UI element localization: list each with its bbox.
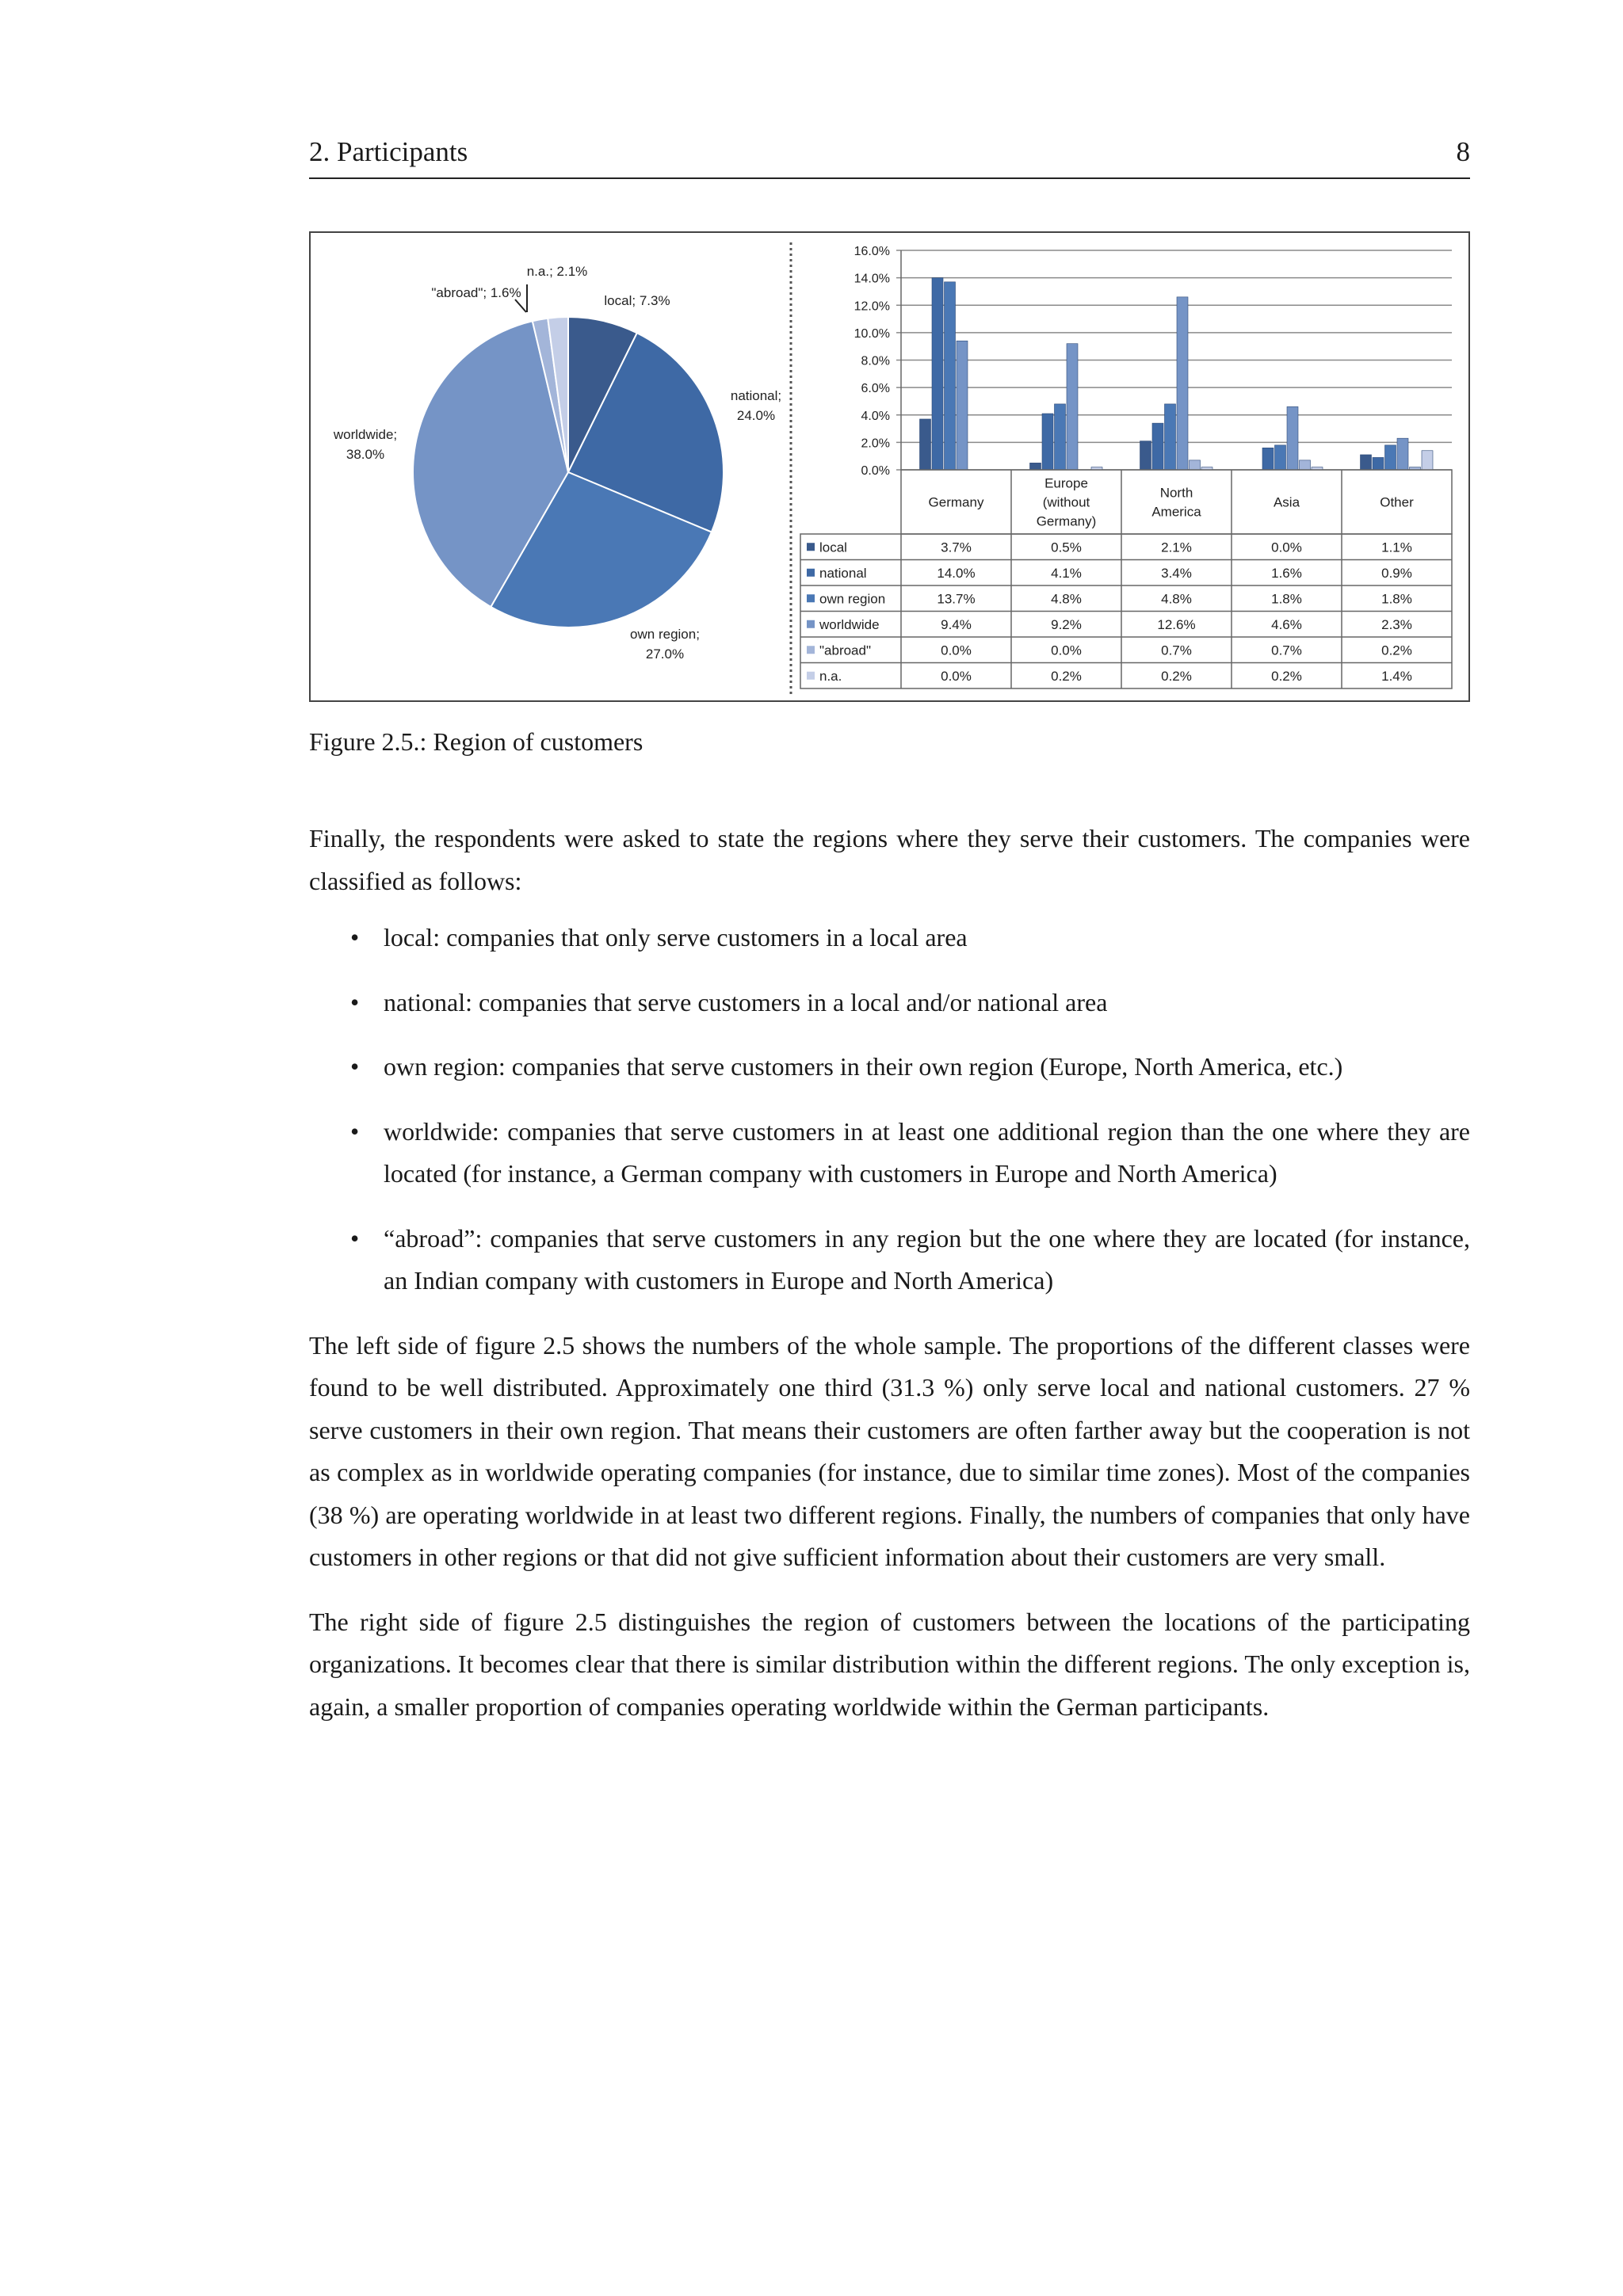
pie-label-own-region-value: 27.0% — [645, 646, 685, 662]
list-item: • own region: companies that serve customers in their own region (Europe, North America, etc.) — [309, 1046, 1470, 1089]
bar-local-4 — [1361, 455, 1372, 470]
bar-worldwide-3 — [1287, 406, 1298, 470]
category-header: (without — [1042, 494, 1090, 510]
data-label: 4.6% — [1271, 616, 1302, 632]
data-label: 0.2% — [1381, 643, 1412, 658]
category-header: Asia — [1273, 494, 1300, 510]
data-label: 0.7% — [1161, 643, 1192, 658]
data-label: 0.9% — [1381, 565, 1412, 581]
bar-ownregion-3 — [1275, 445, 1286, 470]
pie-chart — [413, 317, 724, 627]
data-label: 9.4% — [941, 616, 972, 632]
bullet-icon: • — [350, 1052, 360, 1081]
bar-na-4 — [1422, 451, 1433, 470]
pie-label-abroad: "abroad"; 1.6% — [431, 285, 521, 300]
y-tick-label: 8.0% — [861, 354, 890, 368]
y-tick-label: 16.0% — [854, 245, 890, 258]
bar-national-3 — [1262, 448, 1274, 470]
y-tick-label: 14.0% — [854, 272, 890, 286]
legend-swatch — [807, 543, 815, 551]
y-tick-label: 6.0% — [861, 382, 890, 396]
bar-ownregion-2 — [1165, 404, 1176, 470]
data-label: 2.1% — [1161, 540, 1192, 555]
data-label: 0.0% — [1271, 540, 1302, 555]
legend-swatch — [807, 646, 815, 654]
series-label: own region — [819, 591, 886, 607]
pie-leader-abroad — [515, 299, 526, 312]
series-label: n.a. — [819, 668, 842, 684]
legend-swatch — [807, 594, 815, 602]
data-label: 1.6% — [1271, 565, 1302, 581]
series-label: worldwide — [819, 616, 880, 632]
data-label: 4.1% — [1051, 565, 1082, 581]
bar-ownregion-1 — [1055, 404, 1066, 470]
data-label: 14.0% — [937, 565, 976, 581]
pie-label-national-name: national; — [730, 388, 782, 403]
bar-local-0 — [920, 419, 931, 470]
list-item: • “abroad”: companies that serve customers in any region but the one where they are located (for instance, an Indian company with customers in Europe and North America) — [309, 1218, 1470, 1302]
data-label: 9.2% — [1051, 616, 1082, 632]
data-label: 0.7% — [1271, 643, 1302, 658]
data-label: 0.0% — [941, 643, 972, 658]
bar-national-2 — [1152, 423, 1163, 470]
data-label: 0.5% — [1051, 540, 1082, 555]
bar-national-1 — [1042, 414, 1053, 470]
series-label: "abroad" — [819, 643, 872, 658]
pie-label-worldwide-name: worldwide; — [333, 427, 398, 442]
bar-abroad-3 — [1300, 460, 1311, 470]
pie-label-own-region-name: own region; — [630, 627, 700, 642]
bullet-icon: • — [350, 987, 360, 1016]
series-label: national — [819, 565, 867, 581]
data-label: 4.8% — [1161, 591, 1192, 607]
pie-label-worldwide-value: 38.0% — [346, 447, 385, 462]
data-label: 2.3% — [1381, 616, 1412, 632]
y-tick-label: 4.0% — [861, 409, 890, 423]
bar-worldwide-1 — [1067, 344, 1078, 470]
body-text — [309, 818, 1470, 1728]
bar-worldwide-0 — [957, 341, 968, 470]
category-header: Europe — [1044, 475, 1088, 491]
bar-ownregion-0 — [945, 282, 956, 470]
pie-label-national-value: 24.0% — [736, 408, 776, 423]
classification-list — [309, 917, 1470, 1302]
data-label: 3.7% — [941, 540, 972, 555]
bar-ownregion-4 — [1385, 445, 1396, 470]
data-label: 1.4% — [1381, 668, 1412, 684]
page-number: 8 — [1456, 136, 1470, 167]
figure-region-of-customers — [309, 231, 1470, 702]
section-title: 2. Participants — [309, 136, 468, 167]
pie-label-na: n.a.; 2.1% — [526, 264, 588, 279]
data-label: 4.8% — [1051, 591, 1082, 607]
data-label: 13.7% — [937, 591, 976, 607]
legend-swatch — [807, 672, 815, 680]
data-label: 12.6% — [1157, 616, 1196, 632]
legend-swatch — [807, 620, 815, 628]
data-label: 1.8% — [1271, 591, 1302, 607]
bar-abroad-2 — [1190, 460, 1201, 470]
intro-paragraph: Finally, the respondents were asked to state the regions where they serve their customers. The companies were classified as follows: — [309, 824, 1470, 895]
bullet-icon: • — [350, 1116, 360, 1146]
category-header: America — [1151, 504, 1201, 520]
bar-local-1 — [1030, 463, 1041, 470]
data-label: 0.0% — [1051, 643, 1082, 658]
bar-local-2 — [1140, 441, 1151, 470]
data-label: 3.4% — [1161, 565, 1192, 581]
list-item: • local: companies that only serve customers in a local area — [309, 917, 1470, 959]
category-header: Germany — [928, 494, 984, 510]
figure-canvas — [311, 233, 1468, 700]
y-tick-label: 0.0% — [861, 464, 890, 478]
data-label: 0.2% — [1161, 668, 1192, 684]
y-tick-label: 10.0% — [854, 326, 890, 341]
category-header: North — [1159, 485, 1193, 501]
bullet-icon: • — [350, 923, 360, 952]
figure-caption: Figure 2.5.: Region of customers — [309, 727, 643, 756]
bullet-icon: • — [350, 1223, 360, 1253]
paragraph-left-side: The left side of figure 2.5 shows the numbers of the whole sample. The proportions of the different classes were found to be well distributed. Approximately one third (31.3 %) only serve local and national customers. 27 % serve customers in their own region. That means their customers are often farther away but the cooperation is not as complex as in worldwide operating companies (for instance, due to similar time zones). Most of the companies (38 %) are operating worldwide in at least two different regions. Finally, the numbers of companies that only have customers in other regions or that did not give sufficient information about their customers are very small. — [309, 1330, 1470, 1571]
bar-worldwide-4 — [1397, 438, 1408, 470]
data-label: 1.1% — [1381, 540, 1412, 555]
bar-worldwide-2 — [1177, 297, 1188, 470]
series-label: local — [819, 540, 847, 555]
bar-national-4 — [1373, 457, 1384, 470]
data-label: 0.2% — [1051, 668, 1082, 684]
y-tick-label: 12.0% — [854, 299, 890, 314]
category-header: Germany) — [1036, 513, 1097, 529]
bar-chart — [800, 245, 1452, 688]
list-item: • worldwide: companies that serve customers in at least one additional region than the one where they are located (for instance, a German company with customers in Europe and North America) — [309, 1111, 1470, 1196]
data-label: 0.2% — [1271, 668, 1302, 684]
y-tick-label: 2.0% — [861, 437, 890, 451]
data-label: 1.8% — [1381, 591, 1412, 607]
paragraph-right-side: The right side of figure 2.5 distinguishes the region of customers between the locations of the participating organizations. It becomes clear that there is similar distribution within the different regions. The only exception is, again, a smaller proportion of companies operating worldwide within the German participants. — [309, 1607, 1470, 1721]
data-label: 0.0% — [941, 668, 972, 684]
list-item: • national: companies that serve customers in a local and/or national area — [309, 982, 1470, 1024]
running-header — [309, 133, 1470, 179]
legend-swatch — [807, 569, 815, 577]
bar-national-0 — [932, 278, 943, 470]
pie-label-local: local; 7.3% — [604, 293, 670, 308]
category-header: Other — [1380, 494, 1414, 510]
